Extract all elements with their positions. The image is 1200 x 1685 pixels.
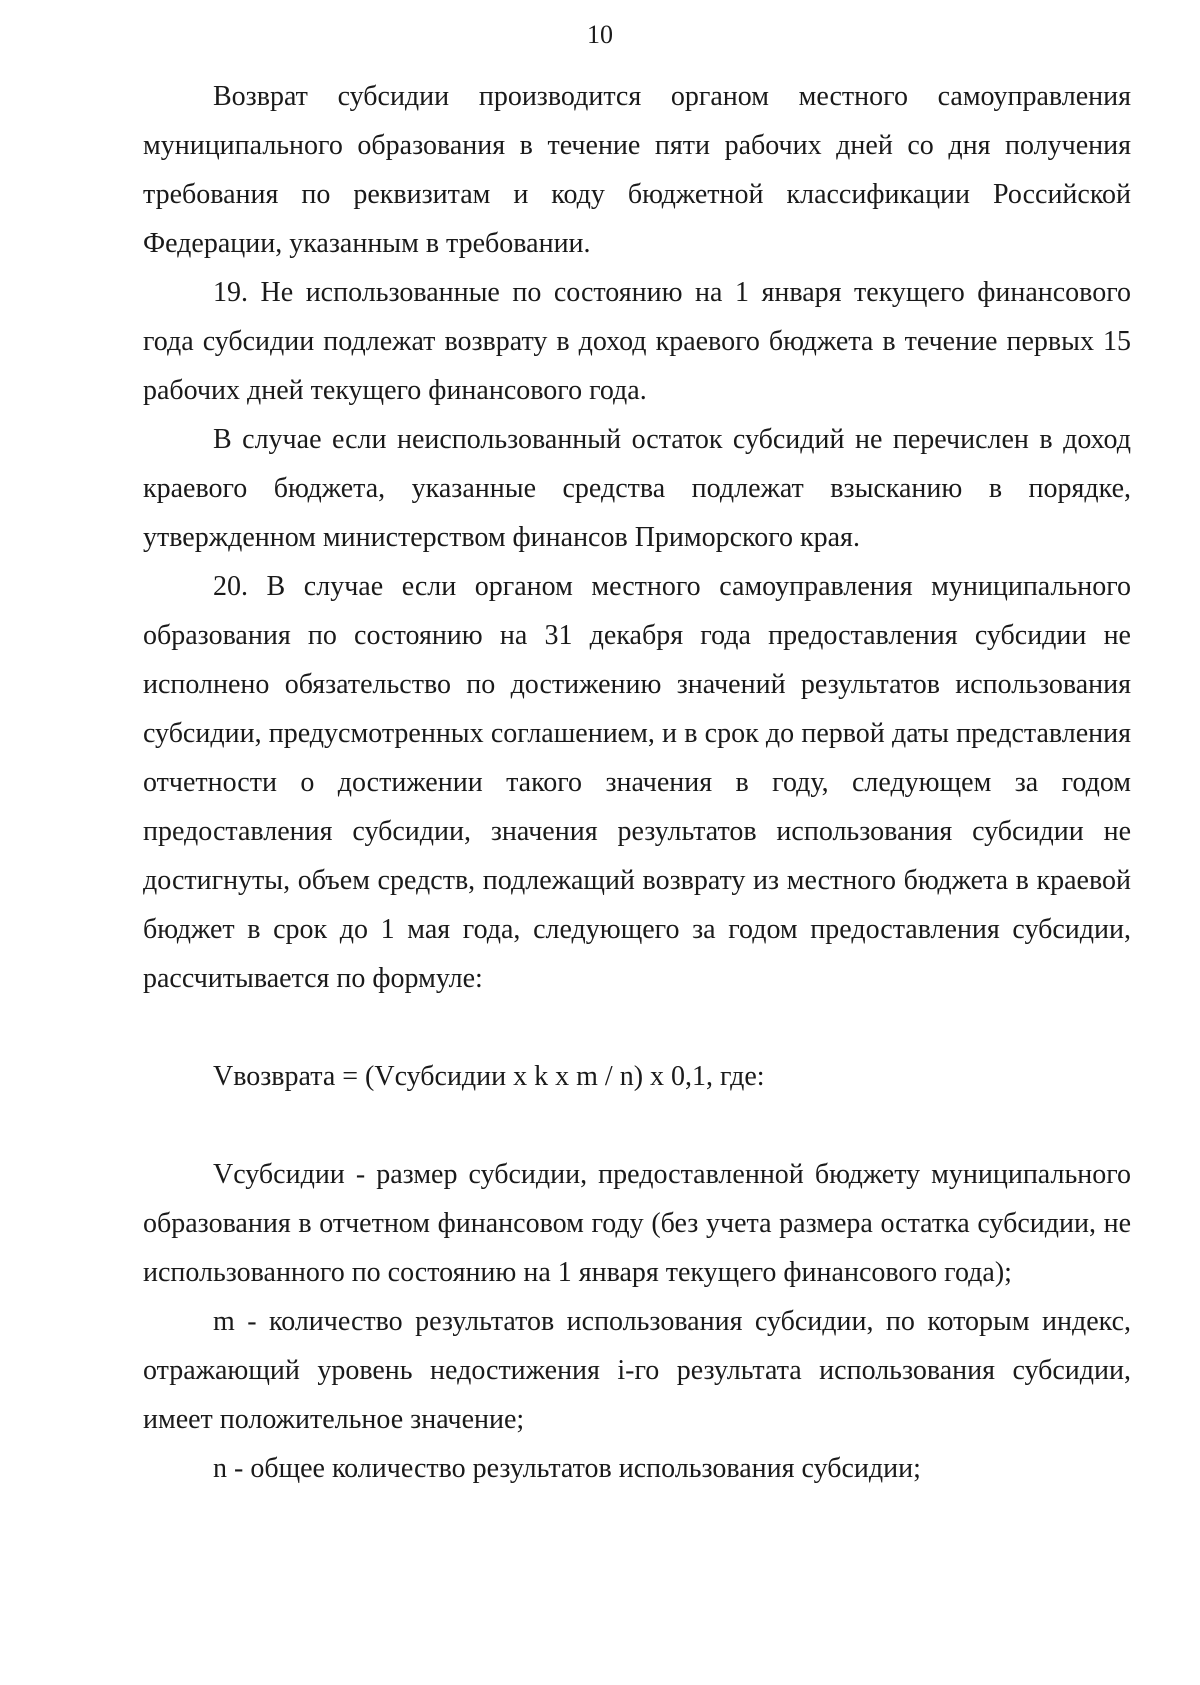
paragraph-20-refund-calculation: 20. В случае если органом местного самоуправления муниципального образования по состоянию на 31 декабря года предоставления субсидии не исполнено обязательство по достижению значений результатов использования субсидии, предусмотренных соглашением, и в срок до первой даты представления отчетности о достижении такого значения в году, следующем за годом предоставления субсидии, значения результатов использования субсидии не достигнуты, объем средств, подлежащий возврату из местного бюджета в краевой бюджет в срок до 1 мая года, следующего за годом предоставления субсидии, рассчитывается по формуле:: [143, 571, 1131, 994]
paragraph-unused-balance-recovery: В случае если неиспользованный остаток субсидий не перечислен в доход краевого бюджета, указанные средства подлежат взысканию в порядке, утвержденном министерством финансов Приморского края.: [143, 424, 1131, 553]
refund-formula: Vвозврата = (Vсубсидии x k x m / n) x 0,1, где:: [213, 1061, 765, 1092]
paragraph-n-definition: n - общее количество результатов использования субсидии;: [213, 1453, 921, 1484]
paragraph-19-unused-subsidies: 19. Не использованные по состоянию на 1 января текущего финансового года субсидии подлежат возврату в доход краевого бюджета в течение первых 15 рабочих дней текущего финансового года.: [143, 277, 1131, 406]
page-number: 10: [587, 20, 613, 49]
document-body: [143, 72, 1131, 1493]
paragraph-v-subsidy-definition: Vсубсидии - размер субсидии, предоставленной бюджету муниципального образования в отчетном финансовом году (без учета размера остатка субсидии, не использованного по состоянию на 1 января текущего финансового года);: [143, 1159, 1131, 1288]
paragraph-refund-procedure: Возврат субсидии производится органом местного самоуправления муниципального образования в течение пяти рабочих дней со дня получения требования по реквизитам и коду бюджетной классификации Российской Федерации, указанным в требовании.: [143, 81, 1131, 259]
paragraph-m-definition: m - количество результатов использования субсидии, по которым индекс, отражающий уровень недостижения i-го результата использования субсидии, имеет положительное значение;: [143, 1306, 1131, 1435]
